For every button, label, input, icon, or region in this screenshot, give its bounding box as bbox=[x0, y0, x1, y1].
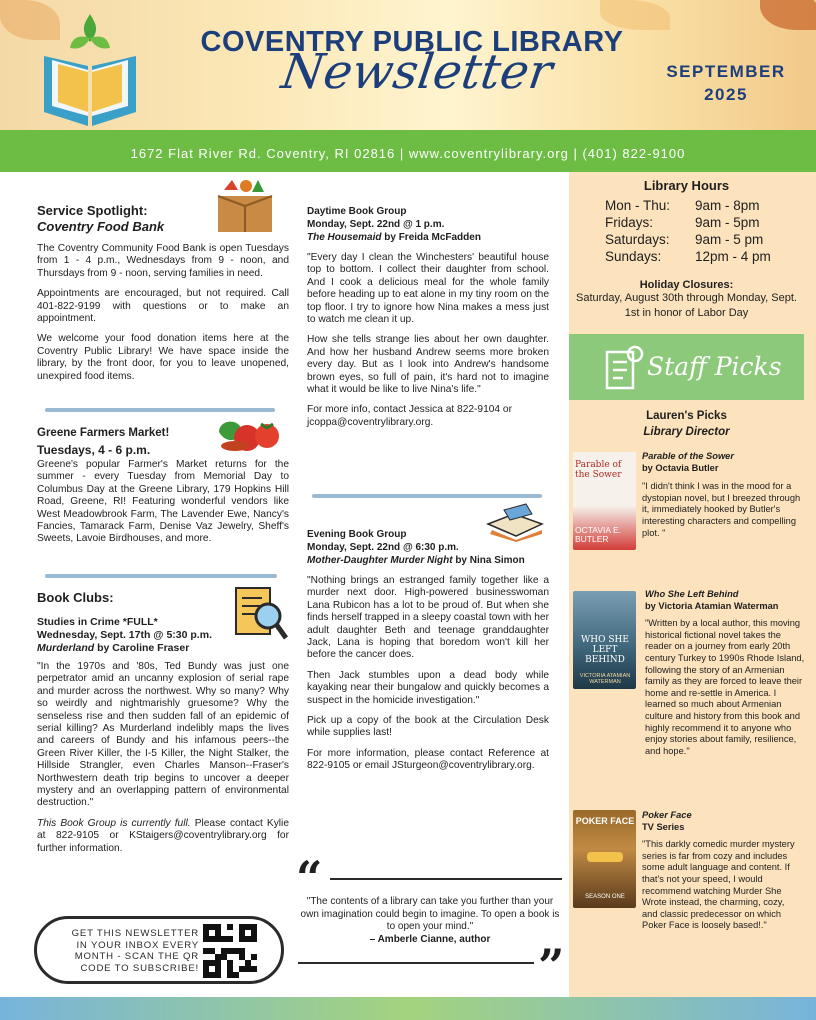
cover-author: OCTAVIA E. BUTLER bbox=[575, 525, 621, 544]
food-bank-appointment-text: Appointments are encouraged, but not required. Call 401-822-9199 with questions or to make an appointment. bbox=[37, 288, 289, 325]
picks-role: Library Director bbox=[643, 426, 730, 438]
close-quote-mark-icon: ” bbox=[538, 939, 565, 993]
food-box-icon bbox=[214, 178, 276, 236]
magnifying-glass-clipboard-icon bbox=[232, 582, 290, 642]
daytime-title: Daytime Book Group bbox=[307, 206, 407, 217]
hours-time: 9am - 5pm bbox=[695, 215, 760, 230]
book-clubs-heading: Book Clubs: bbox=[37, 590, 114, 605]
issue-date bbox=[656, 60, 796, 106]
pick-1 bbox=[642, 451, 802, 539]
pickup-note: Pick up a copy of the book at the Circulation Desk while supplies last! bbox=[307, 715, 549, 739]
address-bar: 1672 Flat River Rd. Coventry, RI 02816 | www.coventrylibrary.org | (401) 822-9100 bbox=[0, 130, 816, 172]
issue-year: 2025 bbox=[704, 85, 748, 104]
studies-in-crime-book bbox=[37, 642, 289, 655]
evening-date: Monday, Sept. 22nd @ 6:30 p.m. bbox=[307, 542, 459, 553]
qr-code-icon[interactable] bbox=[203, 924, 257, 978]
murderland-description: "In the 1970s and '80s, Ted Bundy was just one perpetrator amid an uncanny explosion of serial rape and murder across the northwest. Why so many? Why so weirdly and nightmarishly gruesome? Why the senseless rise and then sudden fall of an epidemic of serial killing? As Murderland indelibly maps the lives and careers of Bundy and his infamous peers--the Green River Killer, the I-5 Killer, the Night Stalker, the Hillside Strangler, even Charles Manson--Fraser's Northwestern death trip begins to uncover a deeper mystery and an overlapping pattern of environmental destruction." bbox=[37, 661, 289, 809]
newsletter-title: COVENTRY PUBLIC LIBRARY bbox=[200, 26, 624, 58]
book-title: The Housemaid bbox=[307, 232, 382, 243]
section-divider bbox=[312, 494, 542, 498]
library-hours-title: Library Hours bbox=[643, 178, 730, 193]
header-banner bbox=[0, 0, 816, 130]
hours-day: Mon - Thu: bbox=[605, 198, 671, 213]
cover-author: SEASON ONE bbox=[585, 894, 625, 900]
book-hand-icon bbox=[603, 344, 647, 390]
footer-decoration bbox=[0, 997, 816, 1020]
hours-time: 12pm - 4 pm bbox=[695, 249, 771, 264]
pick-2 bbox=[645, 589, 805, 757]
picks-byline bbox=[569, 408, 804, 440]
food-bank-donation-text: We welcome your food donation items here at the Coventry Public Library! We have space inside the library, by the front door, for you to leave unopened, unexpired food items. bbox=[37, 333, 289, 382]
who-she-left-behind-cover-image bbox=[573, 591, 636, 689]
contact-info: Please contact Kylie at 822-9105 or KStaigers@coventrylibrary.org for further information. bbox=[37, 817, 289, 854]
staff-picks-title: Staff Picks bbox=[647, 352, 782, 381]
pick-review: "This darkly comedic murder mystery series is far from cozy and includes some adult language and content. If that's not your speed, I would recommend watching Murder She Wrote instead, the charming, cozy, and classic predecessor on which Poker Face is loosely based!." bbox=[642, 839, 795, 931]
evening-contact: For more information, please contact Reference at 822-9105 or email JSturgeon@coventrylibrary.org. bbox=[307, 747, 549, 772]
subscribe-text: GET THIS NEWSLETTER IN YOUR INBOX EVERY MONTH - SCAN THE QR CODE TO SUBSCRIBE! bbox=[71, 928, 199, 974]
evening-book bbox=[307, 554, 549, 567]
farmers-market-text: Greene's popular Farmer's Market returns for the summer - every Tuesday from Memorial Day to Columbus Day at the Greene Library, 179 Hopkins Hill Road, Greene, RI! Featuring wonderful vendors like West Meadowbrook Farm, The Lavender Ewe, Nancy's Fancies, Tamarack Farm, Denise Vaz Jewelry, Sheff's Sweets, Lavoie Birdhouses, and more. bbox=[37, 459, 289, 545]
quote-text: "The contents of a library can take you further than your own imagination could begin to imagine. To open a book is to open your mind." bbox=[300, 896, 560, 932]
pick-review: "Written by a local author, this moving historical fictional novel takes the reader on a journey from early 20th century Turkey to 1990s Rhode Island, following the story of an Armenian family as they are forced to leave their home and re-settle in America. I learned so much about Armenian culture and history from this book and highly recommend it to anyone who enjoy stories about family, resilience, and hope." bbox=[645, 618, 805, 756]
book-title: Murderland bbox=[37, 642, 95, 654]
cover-title: POKER FACE bbox=[575, 816, 635, 826]
daytime-book-group-section bbox=[307, 205, 549, 437]
book-author: by Caroline Fraser bbox=[94, 642, 190, 654]
farmers-market-heading: Greene Farmers Market! bbox=[37, 427, 170, 439]
pick-review: "I didn't think I was in the mood for a dystopian novel, but I breezed through it, immediately hooked by Butler's interesting characters and compelling plot. " bbox=[642, 481, 801, 538]
cover-author: VICTORIA ATAMIAN WATERMAN bbox=[579, 673, 631, 685]
pick-3 bbox=[642, 810, 802, 932]
staff-picks-banner bbox=[569, 334, 804, 400]
quote-author: – Amberle Cianne, author bbox=[369, 933, 491, 945]
hours-row bbox=[605, 197, 771, 214]
housemaid-description-1: "Every day I clean the Winchesters' beautiful house top to bottom. I collect their daughter from school. And I cook a delicious meal for the whole family before heading up to eat alone in my tiny room on the top floor. I try to ignore how Nina makes a mess just to watch me clean it up. bbox=[307, 252, 549, 326]
holiday-closures-text: Saturday, August 30th through Monday, Sept. 1st in honor of Labor Day bbox=[576, 292, 797, 319]
subscribe-box[interactable] bbox=[34, 916, 284, 984]
studies-in-crime-title: Studies in Crime *FULL* bbox=[37, 616, 158, 628]
hours-day: Fridays: bbox=[605, 215, 654, 230]
service-spotlight-subheading: Coventry Food Bank bbox=[37, 219, 165, 234]
hours-row bbox=[605, 231, 771, 248]
hours-day: Sundays: bbox=[605, 249, 662, 264]
sunglasses-icon bbox=[587, 852, 623, 862]
pick-author: by Victoria Atamian Waterman bbox=[645, 600, 779, 611]
daytime-book bbox=[307, 231, 549, 244]
cover-title: Parable of the Sower bbox=[575, 460, 622, 480]
hours-row bbox=[605, 214, 771, 231]
studies-in-crime-contact bbox=[37, 818, 289, 855]
pick-title: Who She Left Behind bbox=[645, 589, 739, 599]
hours-row bbox=[605, 248, 771, 265]
daytime-contact: For more info, contact Jessica at 822-9104 or jcoppa@coventrylibrary.org. bbox=[307, 404, 512, 428]
pick-title: Parable of the Sower bbox=[642, 451, 734, 461]
food-bank-hours-text: The Coventry Community Food Bank is open Tuesdays from 1 - 4 p.m., Wednesdays from 9 - noon, and Thursdays from 9 - noon, serving families in need. bbox=[37, 243, 289, 279]
vegetables-icon bbox=[215, 410, 287, 454]
poker-face-cover-image bbox=[573, 810, 636, 908]
studies-in-crime-date: Wednesday, Sept. 17th @ 5:30 p.m. bbox=[37, 629, 212, 641]
library-hours bbox=[569, 178, 804, 321]
evening-title: Evening Book Group bbox=[307, 529, 407, 540]
cover-title: WHO SHE LEFT BEHIND bbox=[581, 635, 629, 665]
service-spotlight-heading: Service Spotlight: bbox=[37, 203, 148, 218]
issue-month: SEPTEMBER bbox=[666, 62, 786, 81]
pick-title: Poker Face bbox=[642, 810, 692, 820]
pick-author: TV Series bbox=[642, 821, 685, 832]
parable-cover-image bbox=[573, 452, 636, 550]
group-full-note: This Book Group is currently full. bbox=[37, 817, 191, 829]
quote-rule bbox=[330, 878, 562, 880]
evening-book-group-section bbox=[307, 528, 549, 781]
book-author: by Freida McFadden bbox=[381, 232, 481, 243]
hours-time: 9am - 5 pm bbox=[695, 232, 764, 247]
daytime-date: Monday, Sept. 22nd @ 1 p.m. bbox=[307, 219, 445, 230]
hours-table bbox=[605, 197, 771, 265]
pick-author: by Octavia Butler bbox=[642, 462, 719, 473]
hours-time: 9am - 8pm bbox=[695, 198, 760, 213]
book-author: by Nina Simon bbox=[452, 555, 525, 566]
picks-author: Lauren's Picks bbox=[646, 410, 727, 422]
book-title: Mother-Daughter Murder Night bbox=[307, 555, 453, 566]
quote-rule bbox=[298, 962, 534, 964]
newsletter-script-title: Newsletter bbox=[278, 44, 556, 100]
autumn-leaf-decoration bbox=[760, 0, 816, 30]
open-quote-mark-icon: “ bbox=[296, 851, 323, 905]
mother-daughter-description-2: Then Jack stumbles upon a dead body while kayaking near their bungalow and quickly becomes a suspect in the homicide investigation." bbox=[307, 669, 549, 706]
hours-day: Saturdays: bbox=[605, 232, 670, 247]
section-divider bbox=[45, 574, 277, 578]
library-quote bbox=[300, 896, 560, 946]
housemaid-description-2: How she tells strange lies about her own daughter. And how her husband Andrew seems more broken every day. But as I look into Andrew's handsome brown eyes, so full of pain, it's hard not to imagine what it would be like to live Nina's life." bbox=[307, 334, 549, 396]
library-book-logo-icon bbox=[40, 8, 140, 126]
farmers-market-time: Tuesdays, 4 - 6 p.m. bbox=[37, 443, 151, 457]
mother-daughter-description-1: "Nothing brings an estranged family together like a murder next door. High-powered businesswoman Lana Rubicon has a lot to be proud of. But when she finds herself trapped in a sleepy coastal town with her adult daughter Beth and teenage granddaughter Jack, Lana is hoping that boredom won't kill her before the cancer does. bbox=[307, 575, 549, 661]
holiday-closures-title: Holiday Closures: bbox=[639, 279, 734, 291]
